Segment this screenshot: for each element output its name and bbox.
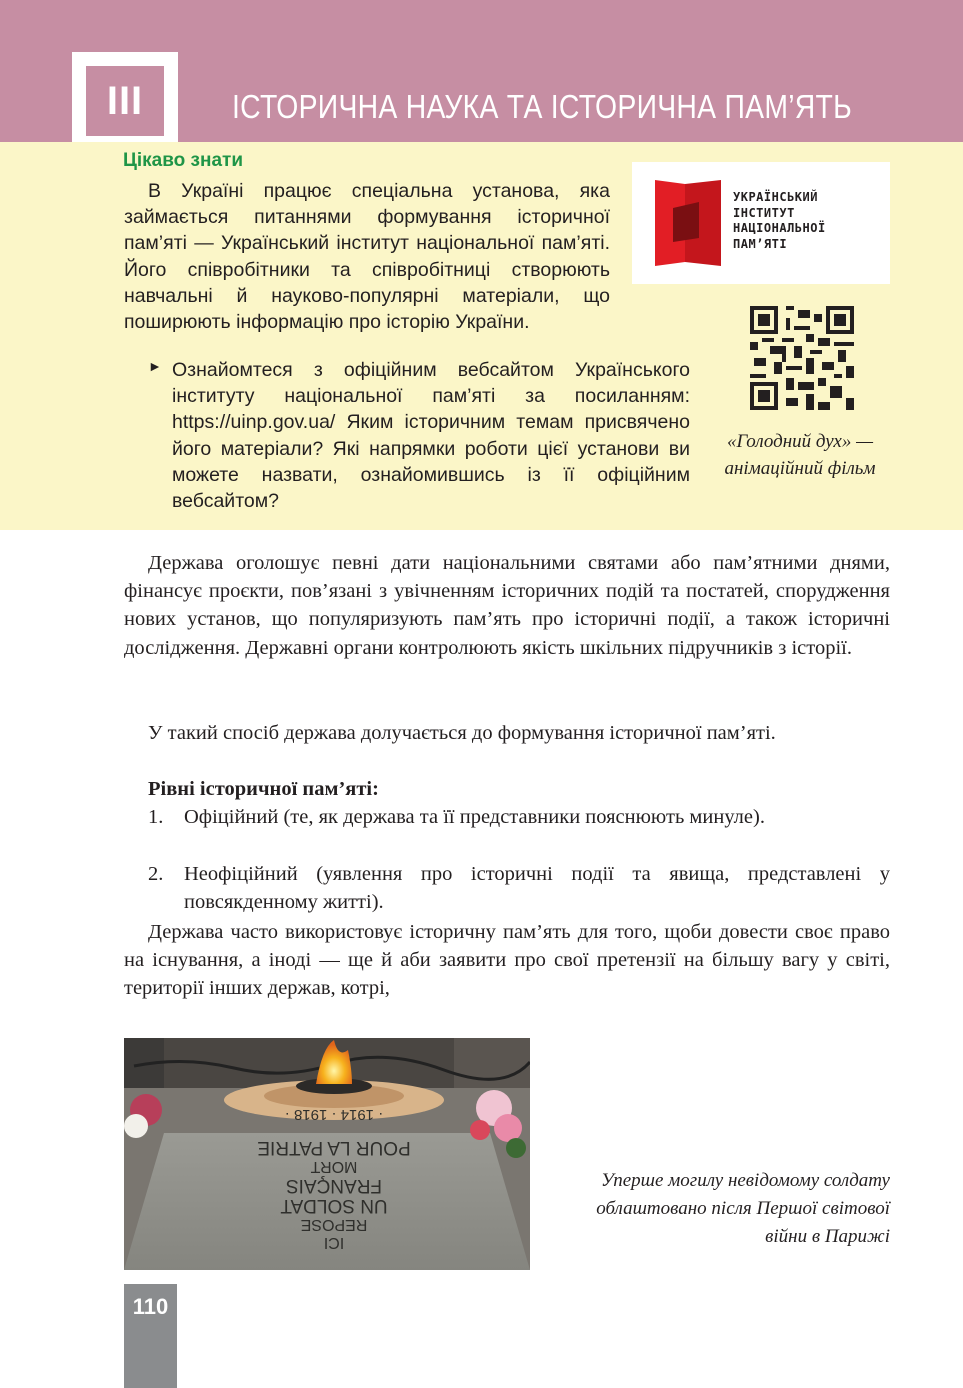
body-paragraph: Держава оголошує певні дати національними святами або пам’ятними днями, фінансує проєкти, пов’язані з увічненням історичних подій та постатей, спорудження нових установ, що популяризують пам’ять про історичні події, а також історичні дослідження. Державні органи контролюють якість шкільних підручників з історії. (124, 552, 890, 659)
body-paragraph: У такий спосіб держава долучається до формування історичної пам’яті. (148, 722, 776, 744)
logo-line: ПАМ’ЯТІ (733, 236, 788, 251)
list-number: 1. (148, 806, 164, 828)
plaque-text: UN SOLDAT (280, 1195, 388, 1216)
plaque-text: POUR LA PATRIE (257, 1137, 411, 1158)
chapter-title: ІСТОРИЧНА НАУКА ТА ІСТОРИЧНА ПАМ’ЯТЬ (232, 88, 853, 125)
logo-line: НАЦІОНАЛЬНОЇ (733, 221, 826, 235)
logo-line: ІНСТИТУТ (733, 205, 795, 220)
qr-code-icon[interactable] (750, 306, 854, 410)
list-item-text: Неофіційний (уявлення про історичні події та явища, представлені у повсякденному житті). (184, 863, 890, 914)
tomb-photo-image (124, 1038, 530, 1270)
chapter-number: III (86, 66, 164, 136)
plaque-text: REPOSE (300, 1216, 368, 1233)
levels-heading: Рівні історичної пам’яті: (148, 778, 379, 800)
plaque-text: · 1914 · 1918 · (284, 1106, 384, 1123)
plaque-text: MORT (310, 1158, 358, 1175)
task-text: Ознайомтеся з офіційним вебсайтом Українського інституту національної пам’яті за посиланням: https://uinp.gov.ua/ Яким історичним темам присвячено його матеріали? Які напрямки роботи цієї установи ви можете назвати, ознайомившись із її офіційним вебсайтом? (172, 359, 690, 513)
qr-caption: «Голодний дух» — анімаційний фільм (724, 431, 876, 479)
task-bullet-icon: ► (148, 360, 162, 375)
logo-line: УКРАЇНСЬКИЙ (733, 190, 818, 204)
plaque-text: ICI (323, 1234, 345, 1251)
list-item (148, 803, 890, 831)
page-number: 110 (132, 1294, 169, 1319)
info-text: В Україні працює спеціальна установа, яка займається питаннями формування історичної пам’яті — Український інститут національної пам’яті. Його співробітники та співробітниці створюють навчальні й науково-популярні матеріали, що поширюють інформацію про історію України. (124, 180, 610, 334)
body-paragraph: Держава часто використовує історичну пам’ять для того, щоби довести своє право на існування, а іноді — ще й аби заявити про свої претензії на більшу вагу у світі, території інших держав, котрі, (124, 921, 890, 1000)
tomb-photo (124, 1038, 530, 1270)
info-heading: Цікаво знати (123, 150, 244, 171)
uinp-logo-text (733, 190, 883, 252)
list-item-text: Офіційний (те, як держава та її представники пояснюють минуле). (184, 806, 765, 828)
plaque-text: FRANÇAIS (285, 1175, 383, 1196)
list-number: 2. (148, 863, 164, 885)
list-item (148, 860, 890, 916)
uinp-logo-mark-icon (655, 180, 721, 266)
photo-caption: Уперше могилу невідомому солдату облаштовано після Першої світової війни в Парижі (596, 1170, 890, 1247)
